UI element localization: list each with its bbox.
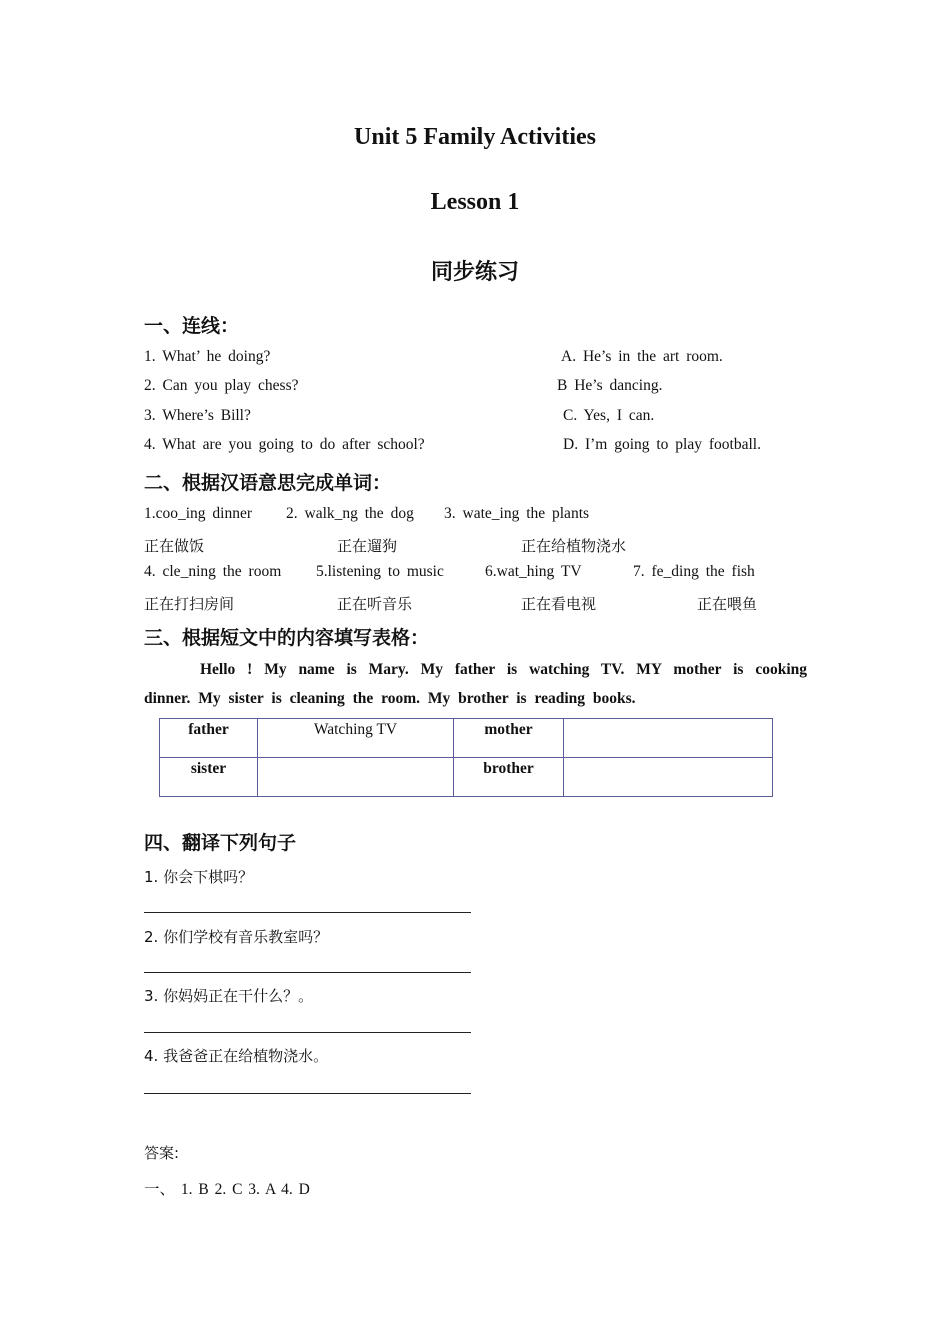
section2-heading: 二、根据汉语意思完成单词： (144, 472, 392, 494)
word-item-1: 1.coo_ing dinner (144, 505, 253, 522)
match-option-c: C. Yes, I can. (563, 407, 655, 424)
translate-item-3: 3. 你妈妈正在干什么？。 (144, 987, 314, 1005)
word-meaning-4: 正在打扫房间 (144, 595, 235, 613)
word-meaning-6: 正在看电视 (521, 595, 597, 613)
table-cell: brother (454, 758, 564, 797)
section4-heading: 四、翻译下列句子 (144, 832, 297, 854)
match-option-d: D. I’m going to play football. (563, 436, 761, 453)
word-item-5: 5.listening to music (316, 563, 444, 580)
match-question-1: 1. What’ he doing? (144, 348, 271, 365)
match-option-a: A. He’s in the art room. (561, 348, 723, 365)
answer-line-4 (144, 1093, 471, 1094)
table-cell (564, 719, 773, 758)
word-meaning-1: 正在做饭 (144, 537, 205, 555)
family-table (159, 718, 773, 797)
answer-line-3 (144, 1032, 471, 1033)
match-question-3: 3. Where’s Bill? (144, 407, 251, 424)
table-row (160, 758, 773, 797)
section3-heading: 三、根据短文中的内容填写表格： (144, 627, 430, 649)
table-cell: father (160, 719, 258, 758)
word-item-4: 4. cle_ning the room (144, 563, 282, 580)
answer-line-1 (144, 912, 471, 913)
word-item-2: 2. walk_ng the dog (286, 505, 414, 522)
table-row (160, 719, 773, 758)
match-question-4: 4. What are you going to do after school? (144, 436, 425, 453)
table-cell: Watching TV (258, 719, 454, 758)
unit-title: Unit 5 Family Activities (354, 124, 596, 150)
word-meaning-2: 正在遛狗 (337, 537, 398, 555)
page-subtitle: 同步练习 (430, 260, 519, 285)
section1-heading: 一、连线： (144, 315, 240, 337)
table-cell (258, 758, 454, 797)
table-cell: mother (454, 719, 564, 758)
table-cell: sister (160, 758, 258, 797)
match-option-b: B He’s dancing. (557, 377, 663, 394)
match-question-2: 2. Can you play chess? (144, 377, 299, 394)
word-meaning-5: 正在听音乐 (337, 595, 413, 613)
word-item-7: 7. fe_ding the fish (633, 563, 755, 580)
translate-item-4: 4. 我爸爸正在给植物浇水。 (144, 1047, 329, 1065)
table-cell (564, 758, 773, 797)
word-item-3: 3. wate_ing the plants (444, 505, 590, 522)
answers-line-1: 一、 1. B 2. C 3. A 4. D (144, 1181, 310, 1198)
translate-item-2: 2. 你们学校有音乐教室吗？ (144, 928, 329, 946)
answers-label: 答案: (144, 1144, 180, 1162)
passage-line-2: dinner. My sister is cleaning the room. My brother is reading books. (144, 690, 636, 707)
word-meaning-7: 正在喂鱼 (697, 595, 758, 613)
word-item-6: 6.wat_hing TV (485, 563, 582, 580)
word-meaning-3: 正在给植物浇水 (521, 537, 627, 555)
translate-item-1: 1. 你会下棋吗？ (144, 868, 254, 886)
answer-line-2 (144, 972, 471, 973)
lesson-title: Lesson 1 (430, 189, 520, 215)
passage-line-1: Hello ! My name is Mary. My father is watching TV. MY mother is cooking (200, 661, 807, 678)
